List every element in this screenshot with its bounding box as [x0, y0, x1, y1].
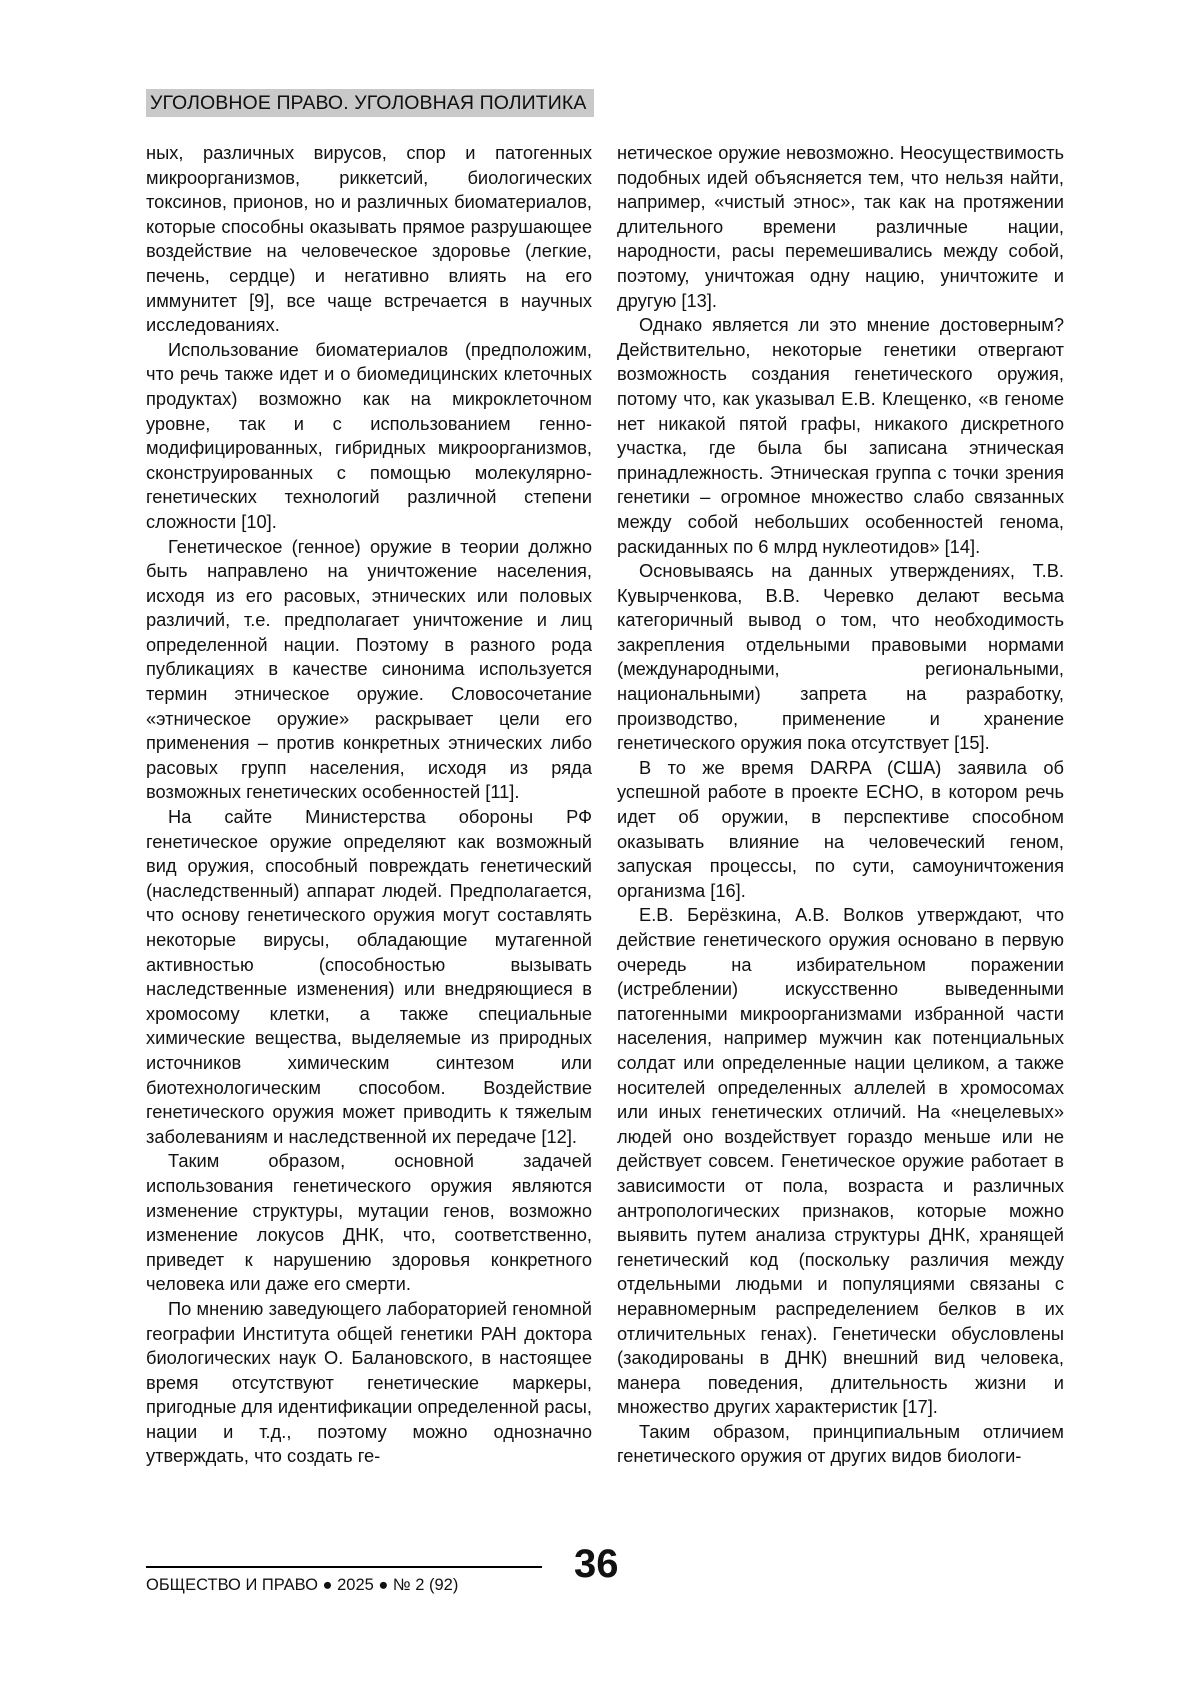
section-header: УГОЛОВНОЕ ПРАВО. УГОЛОВНАЯ ПОЛИТИКА	[146, 89, 594, 117]
paragraph: В то же время DARPA (США) заявила об успешной работе в проекте ЕСНО, в котором речь идет об оружии, в перспективе способном оказывать влияние на человеческий геном, запуская процессы, по сути, самоуничтожения организма [16].	[617, 756, 1064, 901]
paragraph: Генетическое (генное) оружие в теории должно быть направлено на уничтожение населения, исходя из его расовых, этнических или половых различий, т.е. предполагает уничтожение и лиц определенной нации. Поэтому в разного рода публикациях в качестве синонима используется термин этническое оружие. Словосочетание «этническое оружие» раскрывает цели его применения – против конкретных этнических либо расовых групп населения, исходя из ряда возможных генетических особенностей [11].	[146, 535, 592, 803]
page-number: 36	[574, 1542, 619, 1586]
paragraph: По мнению заведующего лабораторией геномной географии Института общей генетики РАН доктора биологических наук О. Балановского, в настоящее время отсутствуют генетические маркеры, пригодные для идентификации определенной расы, нации и т.д., поэтому можно однозначно утверждать, что создать ге-	[146, 1297, 592, 1467]
paragraph: Использование биоматериалов (предположим, что речь также идет и о биомедицинских клеточных продуктах) возможно как на микроклеточном уровне, так и с использованием генно-модифицированных, гибридных микроорганизмов, сконструированных с помощью молекулярно-генетических технологий различной степени сложности [10].	[146, 338, 592, 532]
right-column	[617, 141, 1064, 1536]
paragraph: Таким образом, принципиальным отличием генетического оружия от других видов биологи-	[617, 1420, 1064, 1467]
paragraph: ных, различных вирусов, спор и патогенных микроорганизмов, риккетсий, биологических токсинов, прионов, но и различных биоматериалов, которые способны оказывать прямое разрушающее воздействие на человеческое здоровье (легкие, печень, сердце) и негативно влиять на его иммунитет [9], все чаще встречается в научных исследованиях.	[146, 142, 592, 336]
paragraph: нетическое оружие невозможно. Неосуществимость подобных идей объясняется тем, что нельзя найти, например, «чистый этнос», так как на протяжении длительного времени различные нации, народности, расы перемешивались между собой, поэтому, уничтожая одну нацию, уничтожите и другую [13].	[617, 142, 1064, 311]
journal-footer: ОБЩЕСТВО И ПРАВО ● 2025 ● № 2 (92)	[146, 1576, 459, 1594]
paragraph: Основываясь на данных утверждениях, Т.В. Кувырченкова, В.В. Черевко делают весьма категоричный вывод о том, что необходимость закрепления отдельными правовыми нормами (международными, региональными, национальными) запрета на разработку, производство, применение и хранение генетического оружия пока отсутствует [15].	[617, 560, 1064, 754]
paragraph: Таким образом, основной задачей использования генетического оружия являются изменение структуры, мутации генов, возможно изменение локусов ДНК, что, соответственно, приведет к нарушению здоровья конкретного человека или даже его смерти.	[146, 1150, 592, 1295]
paragraph: Однако является ли это мнение достоверным? Действительно, некоторые генетики отвергают возможность создания генетического оружия, потому что, как указывал Е.В. Клещенко, «в геноме нет никакой пятой графы, никакого дискретного участка, где была бы записана этническая принадлежность. Этническая группа с точки зрения генетики – огромное множество слабо связанных между собой небольших особенностей генома, раскиданных по 6 млрд нуклеотидов» [14].	[617, 314, 1064, 557]
paragraph: На сайте Министерства обороны РФ генетическое оружие определяют как возможный вид оружия, способный повреждать генетический (наследственный) аппарат людей. Предполагается, что основу генетического оружия могут составлять некоторые вирусы, обладающие мутагенной активностью (способностью вызывать наследственные изменения) или внедряющиеся в хромосому клетки, а также специальные химические вещества, выделяемые из природных источников химическим синтезом или биотехнологическим способом. Воздействие генетического оружия может приводить к тяжелым заболеваниям и наследственной их передаче [12].	[146, 806, 592, 1147]
footer-rule	[146, 1566, 542, 1568]
left-column	[146, 141, 592, 1536]
paragraph: Е.В. Берёзкина, А.В. Волков утверждают, что действие генетического оружия основано в первую очередь на избирательном поражении (истреблении) искусственно выведенными патогенными микроорганизмами избранной части населения, например мужчин как потенциальных солдат или определенные нации целиком, а также носителей определенных аллелей в хромосомах или иных генетических отличий. На «нецелевых» людей оно воздействует гораздо меньше или не действует совсем. Генетическое оружие работает в зависимости от пола, возраста и различных антропологических признаков, которые можно выявить путем анализа структуры ДНК, хранящей генетический код (поскольку различия между отдельными людьми и популяциями связаны с неравномерным распределением белков в их отличительных генах). Генетически обусловлены (закодированы в ДНК) внешний вид человека, манера поведения, длительность жизни и множество других характеристик [17].	[617, 904, 1064, 1418]
